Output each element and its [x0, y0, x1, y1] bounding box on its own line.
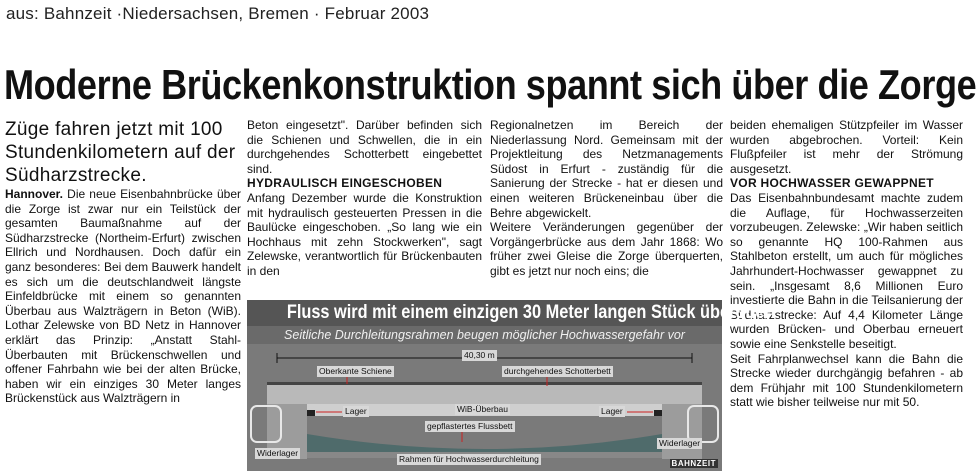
abutment-right-label: Widerlager: [659, 438, 701, 448]
ballast-bed: [267, 384, 702, 404]
article-paragraph: beiden ehemaligen Stützpfeiler im Wasser wurden abgebrochen. Vorteil: Kein Flußpfeiler ist mehr der Strömung ausgesetzt.: [730, 118, 963, 176]
wib-label: WiB-Überbau: [457, 404, 509, 414]
bearing-right: [654, 410, 662, 416]
section-heading: VOR HOCHWASSER GEWAPPNET: [730, 176, 934, 191]
article-paragraph: Weitere Veränderungen gegenüber der Vorgängerbrücke aus dem Jahr 1868: Wo früher zwei Gleise die Zorge überquerten, gibt es jetzt nur noch eins; die: [490, 220, 723, 278]
headline: Moderne Brückenkonstruktion spannt sich über die Zorge: [4, 61, 976, 108]
subheadline: Züge fahren jetzt mit 100 Stundenkilometern auf der Südharzstrecke.: [5, 119, 236, 186]
article-paragraph: Das Eisenbahnbundesamt machte zudem die Auflage, für Hochwasserzeiten vorzubeugen. Zelewske: „Wir haben seitlich so genannte HQ 100-Rahmen aus Stahlbeton erstellt, um auch für mögliches Jahrhundert-Hochwasser gewappnet zu sein. „Insgesamt 8,6 Millionen Euro investierte die Bahn in die Teilsanierung der Südharzstrecke: Auf 4,4 Kilometer Länge wurden Brücken- und Oberbau erneuert sowie eine Senkstelle beseitigt.: [730, 190, 963, 351]
bearing-left: [307, 410, 315, 416]
figure-title: Fluss wird mit einem einzigen 30 Meter langen Stück überquert: [247, 300, 722, 326]
article-text: Die neue Eisenbahnbrücke über die Zorge ist zwar nur ein Teilstück der gesamten Baumaßnahme auf der Südharzstrecke (Northeim-Erfurt) zwischen Ellrich und Nordhausen. Doch dafür ein ganz besonderes: Bei dem Bauwerk handelt es sich um die deutschlandweit längste Einfeldbrücke mit einem so genannten Überbau aus Walzträgern in Beton (WiB). Lothar Zelewske von BD Netz in Hannover erklärt das Prinzip: „Anstatt Stahl-Überbauten mit Brückenschwellen und offener Fahrbahn wie bei der alten Brücke, haben wir ein einziges 30 Meter langes Brückenstück aus Walzträgern in: [5, 187, 242, 406]
rail-top-label: Oberkante Schiene: [319, 366, 392, 376]
bearing-left-label: Lager: [345, 406, 367, 416]
ballast-label: durchgehendes Schotterbett: [504, 366, 611, 376]
article-paragraph: Seit Fahrplanwechsel kann die Bahn die Strecke wieder durchgängig befahren - ab dem Frühjahr mit 100 Stundenkilometern statt wie bisher teilweise nur mit 50.: [730, 351, 963, 410]
rail-line: [267, 382, 702, 385]
bearing-right-label: Lager: [601, 406, 623, 416]
article-column-1: [5, 118, 241, 473]
article-paragraph: Beton eingesetzt". Darüber befinden sich die Schienen und Schwellen, die in ein durchgehendes Schotterbett eingebettet sind.: [247, 118, 482, 176]
length-label: 40,30 m: [464, 350, 495, 360]
riverbed-label: gepflastertes Flussbett: [427, 421, 513, 431]
credit-logo: BAHNZEIT: [671, 459, 716, 468]
section-heading: HYDRAULISCH EINGESCHOBEN: [247, 176, 443, 191]
frame-label: Rahmen für Hochwasserdurchleitung: [399, 454, 539, 464]
article-paragraph: Regionalnetzen im Bereich der Niederlassung Nord. Gemeinsam mit der Projektleitung des Netzmanagements Südost in Erfurt - zuständig für die Sanierung der Strecke - hat er diesen und einen weiteren Brückeneinbau über die Behre abgewickelt.: [490, 118, 723, 220]
bridge-diagram-figure: [247, 300, 777, 471]
article-column-4: [730, 118, 963, 473]
bridge-diagram: [247, 344, 722, 471]
source-line: aus: Bahnzeit ·Niedersachsen, Bremen · Februar 2003: [6, 4, 430, 23]
dateline: Hannover.: [5, 187, 64, 201]
figure-subtitle: Seitliche Durchleitungsrahmen beugen möglicher Hochwassergefahr vor: [247, 326, 722, 344]
article-paragraph: Anfang Dezember wurde die Konstruktion mit hydraulisch gesteuerten Pressen in die Baulücke eingeschoben. „So lang wie ein Hochhaus mit zehn Stockwerken", sagt Zelewske, verantwortlich für Brückenbauten in den: [247, 190, 482, 278]
article-paragraph: [5, 187, 241, 406]
abutment-right: [662, 404, 702, 459]
abutment-left-label: Widerlager: [257, 448, 299, 458]
